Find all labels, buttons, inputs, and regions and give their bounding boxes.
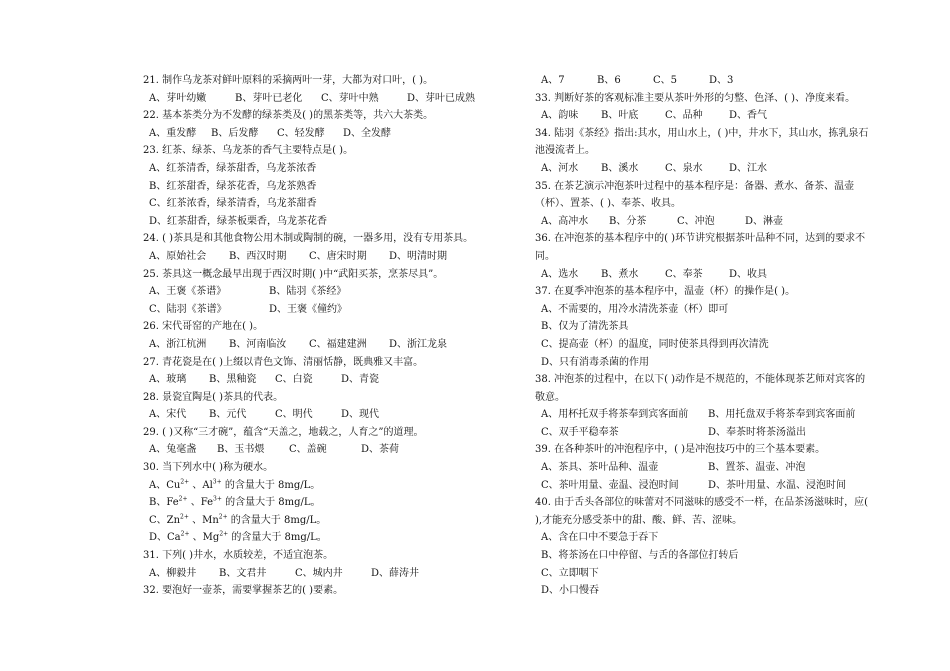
- answer-option: C、城内井: [295, 567, 343, 579]
- answer-option: B、煮水: [601, 268, 639, 280]
- answer-option: A、宋代: [149, 409, 187, 421]
- answer-option: D、茶叶用量、水温、浸泡时间: [708, 479, 847, 491]
- answer-options-row: [535, 406, 875, 424]
- question-text: 34. 陆羽《茶经》指出:其水，用山水上，( )中，井水下，其山水，拣乳泉石池漫流者上。: [535, 127, 869, 157]
- answer-option: A、河水: [541, 162, 579, 174]
- answer-options-row: [143, 565, 515, 583]
- question-text: 27. 青花瓷是在( )上缀以青色文饰、清丽恬静，既典雅又丰富。: [143, 356, 424, 368]
- answer-option: [143, 494, 515, 512]
- answer-option: C、福建建洲: [309, 338, 367, 350]
- answer-option: [143, 529, 515, 547]
- answer-option: B、6: [597, 75, 621, 86]
- answer-options-row: [143, 406, 515, 424]
- question-text: 35. 在茶艺演示冲泡茶叶过程中的基本程序是：备器、煮水、备茶、温壶（杯）、置茶、( )、奉茶、收具。: [535, 180, 855, 210]
- answer-option: B、元代: [209, 409, 247, 421]
- answer-option: B、将茶汤在口中停留、与舌的各部位打转后: [541, 550, 739, 562]
- answer-option: A、浙江杭洲: [149, 338, 207, 350]
- answer-option: D、3: [709, 75, 734, 86]
- answer-option: D、芽叶已成熟: [407, 92, 476, 104]
- ion-charge: 2+: [219, 531, 229, 539]
- answer-option: B、仅为了清洗茶具: [541, 321, 629, 333]
- option-text: 、Mn: [188, 514, 219, 526]
- ion-charge: 2+: [178, 495, 188, 503]
- answer-option: A、选水: [541, 268, 579, 280]
- answer-option: A、芽叶幼嫩: [149, 92, 207, 104]
- answer-option: A、玻璃: [149, 374, 187, 386]
- answer-option: D、全发酵: [343, 127, 392, 139]
- question-text: 32. 要泡好一壶茶，需要掌握茶艺的( )要素。: [143, 585, 344, 597]
- answer-option: C、芽叶中熟: [321, 92, 379, 104]
- answer-option: D、红茶甜香，绿茶板栗香，乌龙茶花香: [149, 215, 328, 227]
- answer-option: B、红茶甜香，绿茶花香，乌龙茶熟香: [149, 180, 317, 192]
- answer-option: C、盖碗: [289, 444, 327, 456]
- answer-option: C、泉水: [665, 162, 703, 174]
- answer-option: B、陆羽《茶经》: [269, 286, 347, 298]
- question-text: 28. 景瓷宜陶是( )茶具的代表。: [143, 391, 284, 403]
- answer-options-row: [535, 424, 875, 442]
- question-text: 30. 当下列水中( )称为硬水。: [143, 462, 274, 474]
- question-text: 36. 在冲泡茶的基本程序中的( )环节讲究根据茶叶品种不同，达到的要求不同。: [535, 233, 866, 262]
- answer-option: A、用杯托双手将茶奉到宾客面前: [541, 409, 689, 421]
- ion-charge: 3+: [212, 478, 222, 486]
- answer-option: C、冲泡: [677, 215, 715, 227]
- question-text: 24. ( )茶具是和其他食物公用木制或陶制的碗，一器多用，没有专用茶具。: [143, 233, 474, 245]
- answer-option: D、茶荷: [361, 444, 400, 456]
- answer-options-row: [143, 248, 515, 266]
- answer-option: B、用托盘双手将茶奉到宾客面前: [708, 409, 856, 421]
- answer-options-row: [143, 371, 515, 389]
- answer-option: C、红茶浓香，绿茶清香，乌龙茶甜香: [149, 198, 317, 210]
- answer-options-row: [535, 266, 875, 284]
- answer-option: B、溪水: [601, 162, 639, 174]
- answer-option: B、后发酵: [211, 127, 259, 139]
- answer-options-row: [535, 72, 875, 90]
- ion-charge: 2+: [180, 513, 189, 521]
- question-text: 22. 基本茶类分为不发酵的绿茶类及( )的黑茶类等，共六大茶类。: [143, 110, 434, 122]
- question-text: 29. ( )又称“三才碗”，蕴含“天盖之，地载之，人育之”的道理。: [143, 426, 424, 438]
- answer-option: C、轻发酵: [277, 127, 325, 139]
- ion-charge: 3+: [213, 495, 222, 503]
- answer-option: A、7: [541, 75, 565, 86]
- answer-option: A、高冲水: [541, 215, 589, 227]
- question-text: 37. 在夏季冲泡茶的基本程序中，温壶（杯）的操作是( )。: [535, 286, 796, 298]
- ion-charge: 2+: [218, 513, 228, 521]
- answer-option: C、唐宋时期: [309, 250, 367, 262]
- answer-option: D、小口慢吞: [541, 585, 600, 597]
- option-text: 、Mg: [189, 532, 220, 544]
- answer-option: B、黑釉瓷: [209, 374, 257, 386]
- answer-option: C、陆羽《茶谱》: [149, 303, 227, 315]
- answer-option: D、淋壶: [745, 215, 784, 227]
- answer-options-row: [143, 125, 515, 143]
- option-text: A、Cu: [149, 479, 181, 491]
- question-text: 23. 红茶、绿茶、乌龙茶的香气主要特点是( )。: [143, 145, 354, 157]
- answer-option: D、王褒《僮约》: [269, 303, 348, 315]
- question-text: 33. 判断好茶的客观标准主要从茶叶外形的匀整、色泽、( )、净度来看。: [535, 92, 856, 104]
- answer-option: B、置茶、温壶、冲泡: [708, 462, 806, 474]
- answer-option: C、立即咽下: [541, 567, 599, 579]
- answer-option: B、西汉时期: [229, 250, 287, 262]
- option-text: 、Fe: [187, 497, 214, 509]
- answer-options-row: [143, 441, 515, 459]
- answer-option: B、分茶: [609, 215, 647, 227]
- answer-option: B、河南临汝: [229, 338, 287, 350]
- answer-option: C、白瓷: [275, 374, 313, 386]
- question-text: 40. 由于舌头各部位的味蕾对不同滋味的感受不一样，在品茶汤滋味时，应( ),才能充分感受茶中的甜、酸、鲜、苦、涩味。: [535, 497, 868, 526]
- answer-option: C、提高壶（杯）的温度，同时使茶具得到再次清洗: [541, 338, 769, 350]
- answer-option: A、兔毫盏: [149, 444, 197, 456]
- answer-option: A、王褒《茶谱》: [149, 286, 227, 298]
- answer-option: A、重发酵: [149, 127, 197, 139]
- option-text: 的含量大于 8mg/L。: [227, 514, 327, 526]
- answer-option: A、柳毅井: [149, 567, 197, 579]
- answer-options-row: [535, 107, 875, 125]
- question-text: 21. 制作乌龙茶对鲜叶原料的采摘两叶一芽，大都为对口叶，( )。: [143, 75, 434, 86]
- answer-option: C、奉茶: [665, 268, 703, 280]
- question-text: 25. 茶具这一概念最早出现于西汉时期( )中“武阳买茶，烹茶尽具”。: [143, 268, 444, 280]
- answer-options-row: [535, 477, 875, 495]
- left-column: [143, 72, 515, 600]
- answer-options-row: [143, 90, 515, 108]
- answer-option: C、5: [653, 75, 678, 86]
- answer-option: [143, 512, 515, 530]
- answer-option: C、品种: [665, 110, 703, 122]
- option-text: C、Zn: [149, 514, 181, 526]
- question-text: 26. 宋代哥窑的产地在( )。: [143, 321, 264, 333]
- option-text: D、Ca: [149, 532, 181, 544]
- answer-option: D、明清时期: [389, 250, 448, 262]
- answer-option: D、奉茶时将茶汤溢出: [708, 426, 807, 438]
- answer-option: D、收具: [729, 268, 768, 280]
- answer-option: D、青瓷: [341, 374, 380, 386]
- answer-options-row: [143, 301, 515, 319]
- answer-option: A、不需要的，用冷水清洗茶壶（杯）即可: [541, 303, 729, 315]
- answer-option: A、韵味: [541, 110, 579, 122]
- answer-options-row: [143, 283, 515, 301]
- answer-option: B、叶底: [601, 110, 639, 122]
- answer-option: A、含在口中不要急于吞下: [541, 532, 659, 544]
- answer-option: A、茶具、茶叶品种、温壶: [541, 462, 659, 474]
- answer-option: A、红茶清香，绿茶甜香，乌龙茶浓香: [149, 162, 317, 174]
- answer-options-row: [535, 160, 875, 178]
- answer-option: [143, 477, 515, 495]
- answer-option: D、只有消毒杀菌的作用: [541, 356, 650, 368]
- answer-option: C、双手平稳奉茶: [541, 426, 619, 438]
- answer-option: D、薛涛井: [371, 567, 420, 579]
- option-text: B、Fe: [149, 497, 179, 509]
- answer-option: B、文君井: [219, 567, 267, 579]
- question-text: 38. 冲泡茶的过程中，在以下( )动作是不规范的，不能体现茶艺师对宾客的敬意。: [535, 374, 866, 403]
- right-column: [535, 72, 875, 600]
- answer-options-row: [143, 336, 515, 354]
- answer-option: C、明代: [275, 409, 313, 421]
- answer-option: C、茶叶用量、壶温、浸泡时间: [541, 479, 679, 491]
- option-text: 的含量大于 8mg/L。: [221, 497, 321, 509]
- answer-option: B、芽叶已老化: [235, 92, 303, 104]
- answer-option: D、浙江龙泉: [389, 338, 448, 350]
- ion-charge: 2+: [180, 478, 190, 486]
- question-text: 31. 下列( )井水，水质较差，不适宜泡茶。: [143, 550, 334, 562]
- answer-option: D、香气: [729, 110, 768, 122]
- ion-charge: 2+: [180, 531, 190, 539]
- answer-option: D、现代: [341, 409, 380, 421]
- option-text: 、Al: [189, 479, 213, 491]
- answer-option: A、原始社会: [149, 250, 207, 262]
- answer-option: B、玉书煨: [217, 444, 265, 456]
- answer-options-row: [535, 459, 875, 477]
- answer-options-row: [535, 213, 875, 231]
- answer-option: D、江水: [729, 162, 768, 174]
- question-text: 39. 在各种茶叶的冲泡程序中，( )是冲泡技巧中的三个基本要素。: [535, 444, 826, 456]
- option-text: 的含量大于 8mg/L。: [228, 532, 327, 544]
- option-text: 的含量大于 8mg/L。: [221, 479, 321, 491]
